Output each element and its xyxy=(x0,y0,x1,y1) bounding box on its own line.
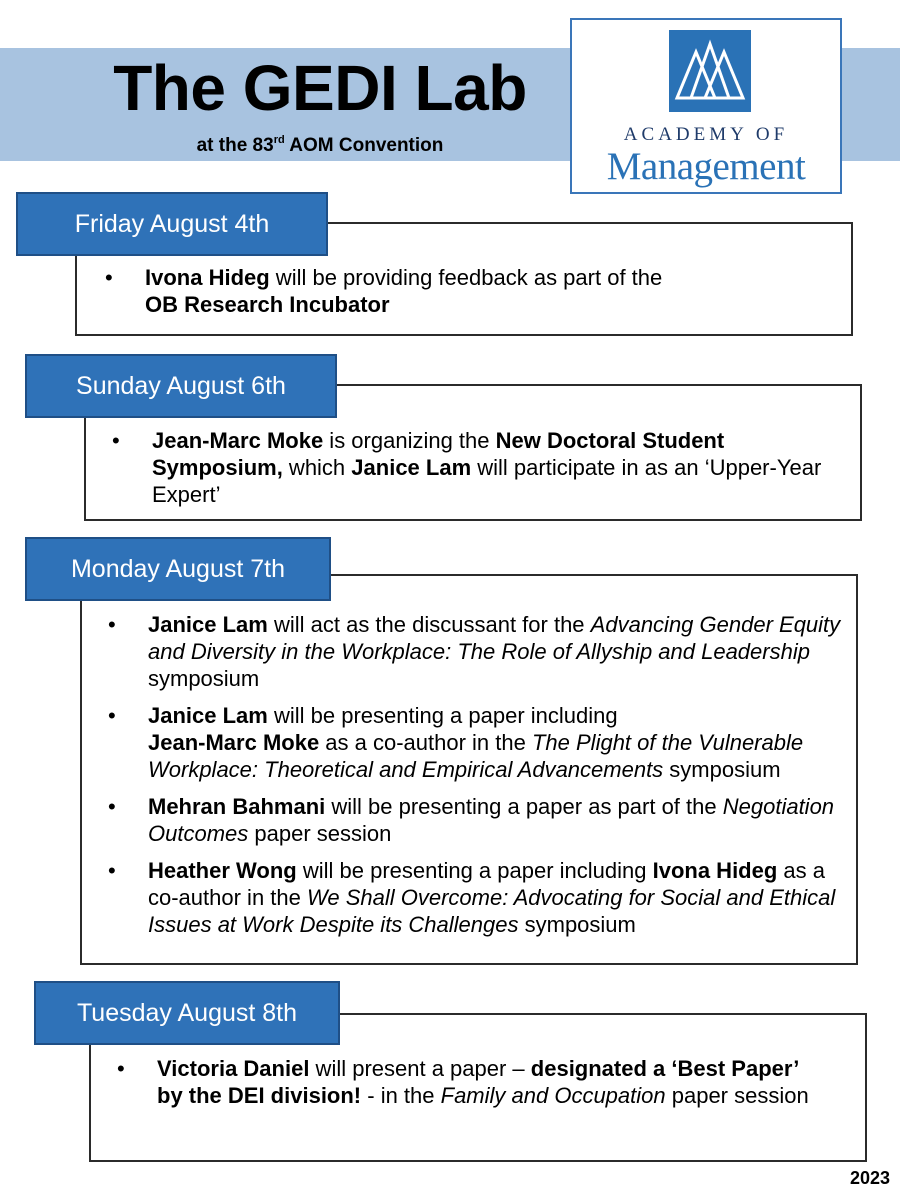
item-text: will act as the discussant for the xyxy=(267,612,591,637)
day-header: Friday August 4th xyxy=(16,192,328,256)
bold-text: Jean-Marc Moke xyxy=(152,428,324,453)
subtitle-text-rest: AOM Convention xyxy=(284,135,444,156)
event-item xyxy=(112,427,824,508)
item-text: will be presenting a paper as part of the xyxy=(325,794,723,819)
event-list xyxy=(117,1055,817,1109)
year-label: 2023 xyxy=(849,1168,890,1188)
bold-text: designated a ‘Best Paper’ by the DEI division! xyxy=(157,1056,799,1108)
item-text: will participate in as an ‘Upper-Year Expert’ xyxy=(152,455,822,507)
academy-of-management-logo xyxy=(570,18,842,194)
bold-text: New Doctoral Student Symposium, xyxy=(152,428,725,480)
event-item xyxy=(108,611,848,692)
event-list xyxy=(112,427,824,508)
italic-text: Negotiation Outcomes xyxy=(148,794,835,846)
item-text: is organizing the xyxy=(323,428,496,453)
event-item xyxy=(108,702,848,783)
bullet-icon: • xyxy=(117,1056,125,1081)
day-header: Monday August 7th xyxy=(25,537,331,601)
italic-text: The Plight of the Vulnerable Workplace: Theoretical and Empirical Advancements xyxy=(148,730,804,782)
logo-text-top: ACADEMY OF xyxy=(623,124,789,145)
event-list xyxy=(108,611,848,938)
item-text: symposium xyxy=(663,757,781,782)
bold-text: Ivona Hideg xyxy=(145,265,270,290)
bold-text: Victoria Daniel xyxy=(157,1056,310,1081)
item-text: symposium xyxy=(148,666,260,691)
item-text: paper session xyxy=(248,821,392,846)
subtitle-text: at the 83 xyxy=(196,135,274,156)
item-text: - in the xyxy=(361,1083,441,1108)
italic-text: Advancing Gender Equity and Diversity in the Workplace: The Role of Allyship and Leadership xyxy=(148,612,841,664)
bullet-icon: • xyxy=(108,794,116,819)
event-list xyxy=(105,264,825,318)
item-text: symposium xyxy=(518,912,636,937)
event-item xyxy=(105,264,825,318)
bullet-icon: • xyxy=(108,858,116,883)
italic-text: We Shall Overcome: Advocating for Social and Ethical Issues at Work Despite its Challenges xyxy=(148,885,836,937)
bold-text: Janice Lam xyxy=(148,703,268,728)
item-text: will present a paper – xyxy=(309,1056,531,1081)
item-text: which xyxy=(282,455,352,480)
bold-text: Janice Lam xyxy=(148,612,268,637)
bullet-icon: • xyxy=(112,428,120,453)
item-text: will be presenting a paper including xyxy=(296,858,653,883)
bold-text: Heather Wong xyxy=(148,858,297,883)
italic-text: Family and Occupation xyxy=(440,1083,666,1108)
item-text: paper session xyxy=(665,1083,809,1108)
logo-text-bottom: Management xyxy=(606,145,806,188)
page-subtitle xyxy=(100,128,540,158)
day-header: Tuesday August 8th xyxy=(34,981,340,1045)
bullet-icon: • xyxy=(108,703,116,728)
item-text: as a co-author in the xyxy=(319,730,532,755)
bold-text: Mehran Bahmani xyxy=(148,794,326,819)
item-text: as a co-author in the xyxy=(148,858,825,910)
mountains-icon xyxy=(669,30,751,112)
page-title: The GEDI Lab xyxy=(113,52,527,124)
event-item xyxy=(117,1055,817,1109)
bullet-icon: • xyxy=(108,612,116,637)
item-text: will be presenting a paper including xyxy=(267,703,618,728)
event-item xyxy=(108,793,848,847)
bold-text: Janice Lam xyxy=(351,455,472,480)
event-item xyxy=(108,857,848,938)
subtitle-ordinal: rd xyxy=(273,134,285,146)
bullet-icon: • xyxy=(105,265,113,290)
day-header: Sunday August 6th xyxy=(25,354,337,418)
bold-text: OB Research Incubator xyxy=(145,292,390,317)
bold-text: Ivona Hideg xyxy=(652,858,778,883)
item-text: will be providing feedback as part of the xyxy=(269,265,663,290)
bold-text: Jean-Marc Moke xyxy=(148,730,320,755)
